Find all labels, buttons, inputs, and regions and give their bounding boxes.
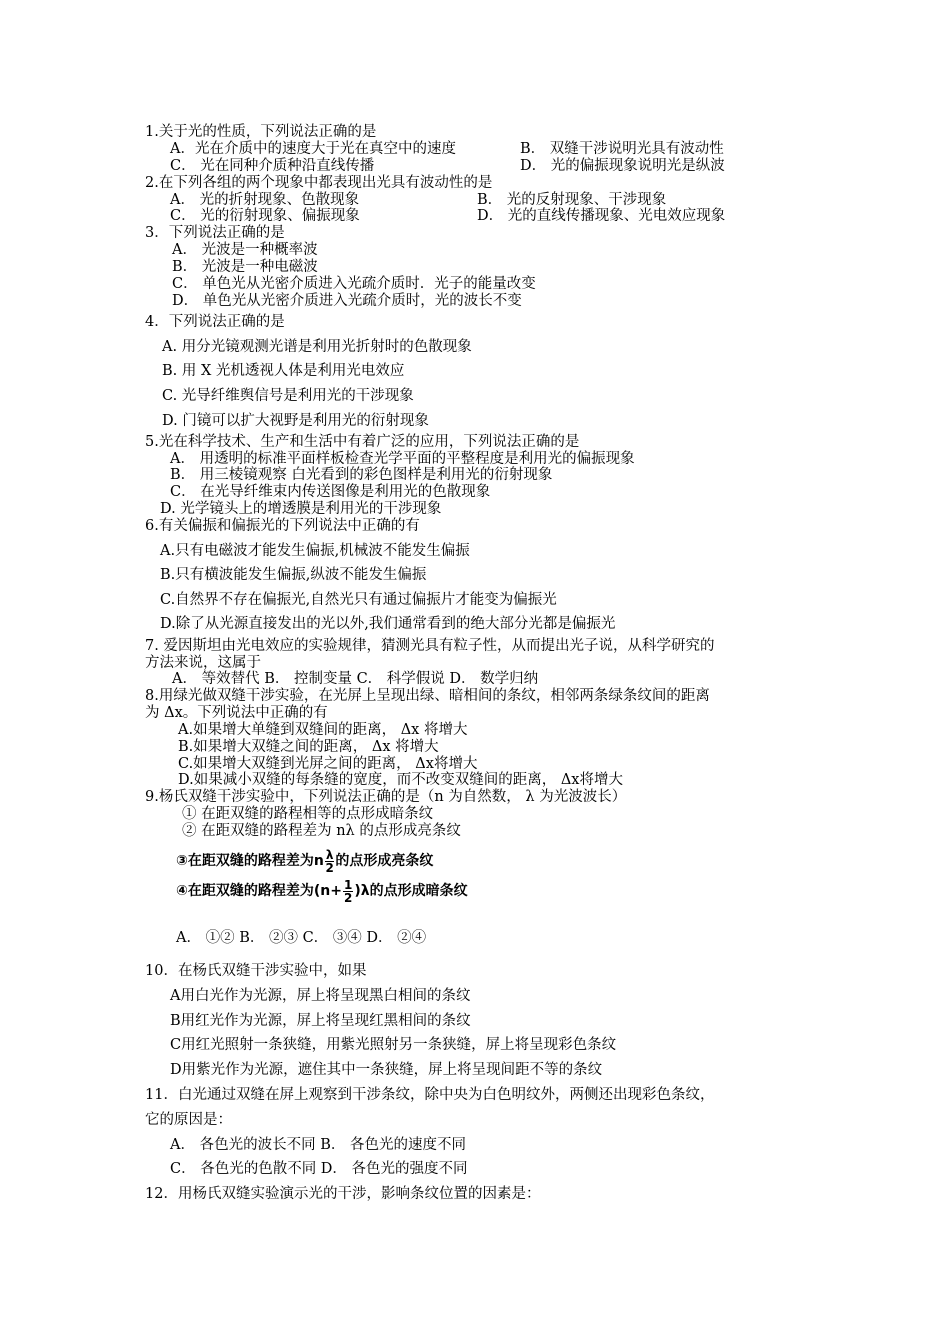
q8-option-b: B.如果增大双缝之间的距离， Δx 将增大	[178, 739, 439, 755]
q4-option-b: B. 用 X 光机透视人体是利用光电效应	[162, 363, 405, 379]
q6-option-b: B.只有横波能发生偏振,纵波不能发生偏振	[160, 567, 427, 583]
q1-option-b: B． 双缝干涉说明光具有波动性	[520, 141, 724, 157]
q5-option-c: C． 在光导纤维束内传送图像是利用光的色散现象	[170, 484, 491, 500]
q10-option-a: A用白光作为光源，屏上将呈现黑白相间的条纹	[170, 988, 471, 1004]
q10-stem: 10．在杨氏双缝干涉实验中，如果	[145, 963, 367, 979]
q4-option-c: C. 光导纤维舆信号是利用光的干涉现象	[162, 388, 414, 404]
q12-stem: 12．用杨氏双缝实验演示光的干涉，影响条纹位置的因素是：	[145, 1186, 541, 1202]
q10-option-b: B用红光作为光源，屏上将呈现红黑相间的条纹	[170, 1013, 471, 1029]
q5-option-d: D. 光学镜头上的增透膜是利用光的干涉现象	[160, 501, 442, 517]
q3-option-b: B． 光波是一种电磁波	[172, 259, 318, 275]
q10-option-d: D用紫光作为光源，遮住其中一条狭缝，屏上将呈现间距不等的条纹	[170, 1062, 603, 1078]
q9-statement-4-open: (n+	[313, 883, 342, 899]
q3-stem: 3．下列说法正确的是	[145, 225, 285, 241]
q1-option-d: D． 光的偏振现象说明光是纵波	[520, 158, 725, 174]
q4-option-d: D. 门镜可以扩大视野是利用光的衍射现象	[162, 413, 429, 429]
q9-statement-2: ② 在距双缝的路程差为 nλ 的点形成亮条纹	[182, 823, 461, 839]
q9-statement-4	[176, 876, 468, 906]
q6-option-a: A.只有电磁波才能发生偏振,机械波不能发生偏振	[160, 543, 470, 559]
q8-stem-line1: 8.用绿光做双缝干涉实验，在光屏上呈现出绿、暗相间的条纹，相邻两条绿条纹间的距离	[145, 688, 710, 704]
q9-statement-4-close: )λ	[354, 883, 370, 899]
q11-options-ab: A． 各色光的波长不同 B． 各色光的速度不同	[170, 1137, 466, 1153]
q4-stem: 4．下列说法正确的是	[145, 314, 285, 330]
q6-stem: 6.有关偏振和偏振光的下列说法中正确的有	[145, 518, 420, 534]
fraction-denominator: 2	[343, 890, 353, 905]
q9-statement-1: ① 在距双缝的路程相等的点形成暗条纹	[182, 806, 434, 822]
q9-statement-3	[176, 846, 433, 876]
q9-statement-4-suffix: 的点形成暗条纹	[369, 883, 468, 899]
fraction-denominator: 2	[325, 860, 334, 875]
q9-stem: 9.杨氏双缝干涉实验中，下列说法正确的是（n 为自然数， λ 为光波波长）	[145, 789, 627, 805]
q9-statement-3-n: n	[313, 853, 324, 869]
q8-option-c: C.如果增大双缝到光屏之间的距离， Δx将增大	[178, 756, 478, 772]
q2-option-a: A． 光的折射现象、色散现象	[170, 192, 360, 208]
q6-option-d: D.除了从光源直接发出的光以外,我们通常看到的绝大部分光都是偏振光	[160, 616, 616, 632]
q3-option-a: A． 光波是一种概率波	[172, 242, 318, 258]
q11-options-cd: C． 各色光的色散不同 D． 各色光的强度不同	[170, 1161, 468, 1177]
q9-statement-3-suffix: 的点形成亮条纹	[335, 853, 434, 869]
q9-statement-4-prefix: ④在距双缝的路程差为	[176, 883, 314, 899]
q9-statement-3-prefix: ③在距双缝的路程差为	[176, 853, 314, 869]
q11-stem-line1: 11．白光通过双缝在屏上观察到干涉条纹，除中央为白色明纹外，两侧还出现彩色条纹，	[145, 1087, 715, 1103]
q7-stem-line2: 方法来说，这属于	[145, 655, 261, 671]
q2-option-c: C． 光的衍射现象、偏振现象	[170, 208, 360, 224]
q8-option-a: A.如果增大单缝到双缝间的距离， Δx 将增大	[178, 722, 468, 738]
q2-option-d: D． 光的直线传播现象、光电效应现象	[477, 208, 726, 224]
q9-statement-4-fraction	[343, 879, 353, 904]
q1-option-c: C． 光在同种介质种沿直线传播	[170, 158, 375, 174]
q9-options: A． ①② B． ②③ C． ③④ D． ②④	[176, 930, 427, 946]
q10-option-c: C用红光照射一条狭缝，用紫光照射另一条狭缝，屏上将呈现彩色条纹	[170, 1037, 617, 1053]
q2-option-b: B． 光的反射现象、干涉现象	[477, 192, 667, 208]
q3-option-c: C． 单色光从光密介质进入光疏介质时．光子的能量改变	[172, 276, 536, 292]
q11-stem-line2: 它的原因是：	[145, 1112, 232, 1128]
q5-option-b: B． 用三棱镜观察 白光看到的彩色图样是利用光的衍射现象	[170, 467, 553, 483]
q5-option-a: A． 用透明的标准平面样板检查光学平面的平整程度是利用光的偏振现象	[170, 451, 635, 467]
q1-option-a: A．光在介质中的速度大于光在真空中的速度	[170, 141, 456, 157]
fraction-numerator: 1	[343, 877, 353, 892]
q6-option-c: C.自然界不存在偏振光,自然光只有通过偏振片才能变为偏振光	[160, 592, 557, 608]
q8-stem-line2: 为 Δx。下列说法中正确的有	[145, 705, 328, 721]
q7-options: A． 等效替代 B． 控制变量 C． 科学假说 D． 数学归纳	[172, 671, 539, 687]
q3-option-d: D． 单色光从光密介质进入光疏介质时，光的波长不变	[172, 293, 522, 309]
q1-stem: 1.关于光的性质，下列说法正确的是	[145, 124, 377, 140]
fraction-numerator: λ	[325, 847, 334, 862]
q7-stem-line1: 7. 爱因斯坦由光电效应的实验规律，猜测光具有粒子性，从而提出光子说，从科学研究的	[145, 638, 715, 654]
q4-option-a: A. 用分光镜观测光谱是利用光折射时的色散现象	[162, 339, 472, 355]
q2-stem: 2.在下列各组的两个现象中都表现出光具有波动性的是	[145, 175, 493, 191]
q8-option-d: D.如果减小双缝的每条缝的宽度，而不改变双缝间的距离， Δx将增大	[178, 772, 623, 788]
q9-statement-3-fraction	[325, 849, 335, 874]
q5-stem: 5.光在科学技术、生产和生活中有着广泛的应用，下列说法正确的是	[145, 434, 580, 450]
